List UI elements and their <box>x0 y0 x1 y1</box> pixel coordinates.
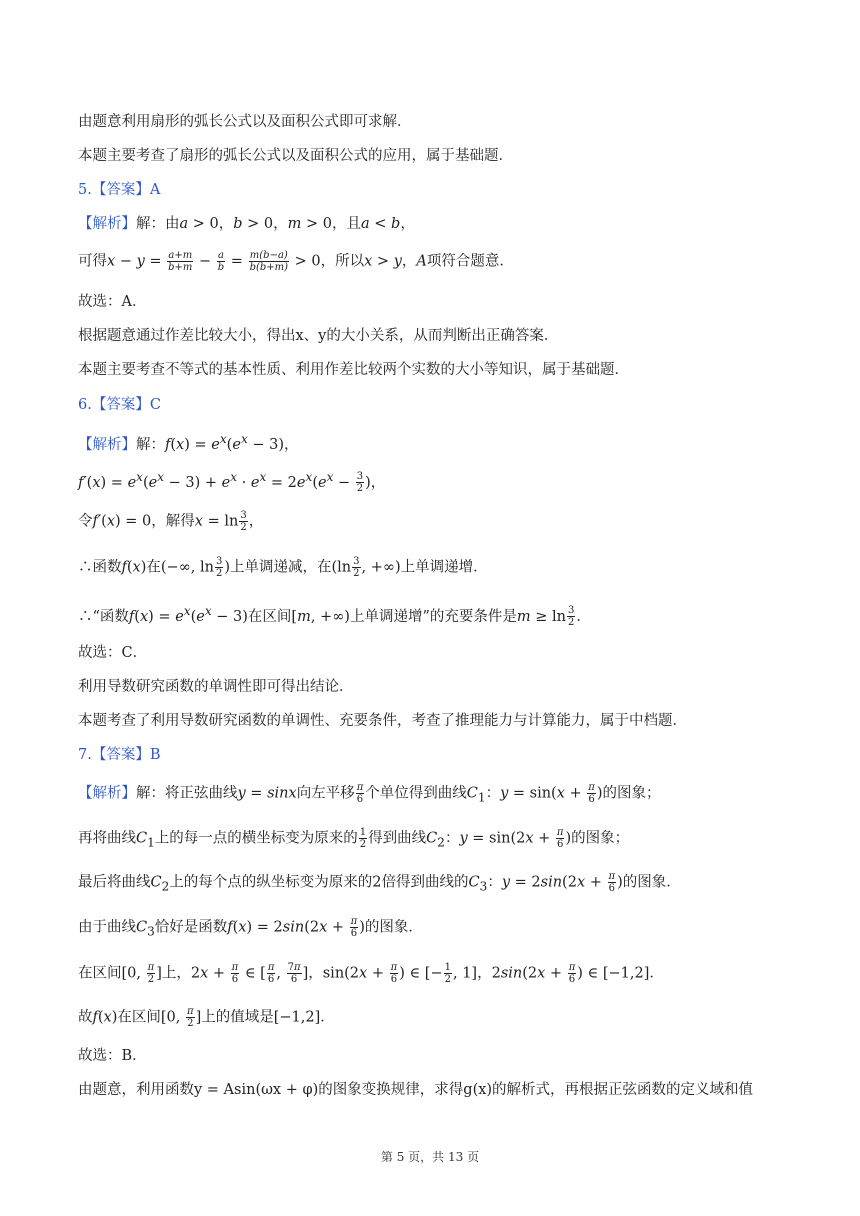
math-line: ∴“函数$f(x) = e^x(e^x - 3)$在区间[m, +∞)上单调递增”的充要条件是m ≥ ln $\frac{3}{2}$ ． <box>78 604 591 629</box>
math-line: 由于曲线$C_3$恰好是函数f(x) = 2sin(2x + $\frac{\pi}{6}$ )的图象． <box>78 916 423 939</box>
analysis-line: 【解析】解：将正弦曲线y = sinx向左平移 $\frac{\pi}{6}$ 个单位得到曲线$C_1$：y = sin(x + $\frac{\pi}{6}$ )的图象； <box>78 782 661 805</box>
answer-heading-5: 5.【答案】A <box>78 182 161 198</box>
math-line: 再将曲线$C_1$上的每一点的横坐标变为原来的 $\frac{1}{2}$ 得到曲线$C_2$：y = sin(2x + $\frac{\pi}{6}$ )的图象； <box>78 827 630 850</box>
math-line: ∴函数f(x)在(−∞, ln $\frac{3}{2}$ )上单调递减，在(ln $\frac{3}{2}$ , +∞)上单调递增． <box>78 556 488 579</box>
text-line: 本题主要考查不等式的基本性质、利用作差比较两个实数的大小等知识，属于基础题． <box>78 362 629 378</box>
math-line: $f'(x) = e^x(e^x - 3) + e^x \cdot e^x = 2e^x(e^x$ − $\frac{3}{2}$ )， <box>78 470 386 495</box>
text-line: 本题主要考查了扇形的弧长公式以及面积公式的应用，属于基础题． <box>78 148 513 164</box>
math-line: 故f(x)在区间[0, $\frac{\pi}{2}$ ]上的值域是[−1,2]． <box>78 1006 335 1029</box>
math-line: 最后将曲线$C_2$上的每个点的纵坐标变为原来的2倍得到曲线的$C_3$：y = 2sin(2x + $\frac{\pi}{6}$ )的图象． <box>78 871 681 894</box>
text-line: 由题意利用扇形的弧长公式以及面积公式即可求解． <box>78 114 412 130</box>
text-line: 本题考查了利用导数研究函数的单调性、充要条件，考查了推理能力与计算能力，属于中档题． <box>78 713 687 729</box>
math-line: 可得x − y = $\frac{a+m}{b+m}$ − $\frac{a}{b}$ = $\frac{m(b-a)}{b(b+m)}$ > 0，所以x > y，A项符合题意． <box>78 250 514 273</box>
text-line: 根据题意通过作差比较大小，得出x、y的大小关系，从而判断出正确答案． <box>78 328 559 344</box>
analysis-line: 【解析】解：由a > 0，b > 0，m > 0，且a < b， <box>78 216 415 232</box>
text-line: 利用导数研究函数的单调性即可得出结论． <box>78 679 354 695</box>
math-line: 令f′(x) = 0，解得x = ln $\frac{3}{2}$ ， <box>78 510 264 533</box>
analysis-line: 【解析】解：$f(x) = e^x(e^x - 3)$， <box>78 432 299 453</box>
page-footer: 第 5 页，共 13 页 <box>380 1150 480 1164</box>
text-line: 故选：A． <box>78 294 147 310</box>
math-line: 在区间[0, $\frac{\pi}{2}$ ]上，2x + $\frac{\pi}{6}$ ∈ [ $\frac{\pi}{6}$ , $\frac{7\pi}{6}$ ]，sin(2x + $\frac{\pi}{6}$ ) ∈ [− $\frac{1}{2}$ , 1]，2sin(2x + $\frac{\pi}{6}$ ) ∈ [−1,2]． <box>78 962 664 985</box>
text-line: 由题意，利用函数y = Asin(ωx + φ)的图象变换规律，求得g(x)的解析式，再根据正弦函数的定义域和值 <box>78 1082 754 1098</box>
answer-heading-6: 6.【答案】C <box>78 397 161 413</box>
text-line: 故选：C． <box>78 645 148 661</box>
answer-heading-7: 7.【答案】B <box>78 747 161 763</box>
text-line: 故选：B． <box>78 1048 147 1064</box>
